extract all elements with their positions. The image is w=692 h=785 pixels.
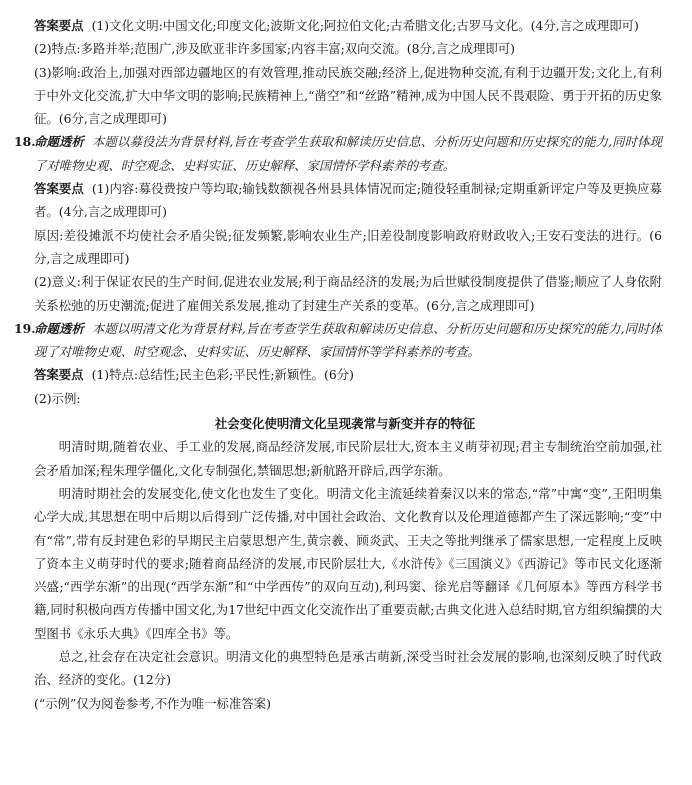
q19-intro <box>34 317 662 364</box>
q18-intro <box>34 130 662 177</box>
q17-answer-part1-text: (1)文化文明:中国文化;印度文化;波斯文化;阿拉伯文化;古希腊文化;古罗马文化。(4分,言之成理即可) <box>91 18 639 33</box>
essay-title: 社会变化使明清文化呈现袭常与新变并存的特征 <box>214 416 476 432</box>
question-19-number: 19. <box>14 320 36 336</box>
question-19 <box>14 317 662 410</box>
essay-paragraph-3: 总之,社会存在决定社会意识。明清文化的典型特色是承古萌新,深受当时社会发展的影响,也深刻反映了时代政治、经济的变化。(12分) <box>34 649 662 688</box>
answer-points-label: 答案要点 <box>34 18 84 33</box>
example-note: (“示例”仅为阅卷参考,不作为唯一标准答案) <box>34 695 271 711</box>
q18-answer-part2: (2)意义:利于保证农民的生产时间,促进农业发展;利于商品经济的发展;为后世赋役制度提供了借鉴;顺应了人身依附关系松弛的历史潮流;促进了雇佣关系发展,推动了封建生产关系的变革。(6分,言之成理即可) <box>34 274 662 313</box>
q18-intro-text: 本题以募役法为背景材料,旨在考查学生获取和解读历史信息、分析历史问题和历史探究的能力,同时体现了对唯物史观、时空观念、史料实证、历史解释、家国情怀学科素养的考查。 <box>34 134 662 173</box>
q18-answer-part1 <box>34 177 662 224</box>
q18-answer-part1-text: (1)内容:募役费按户等均取;输钱数额视各州县具体情况而定;随役轻重制禄;定期重新评定户等及更换应募者。(4分,言之成理即可) <box>34 181 663 220</box>
q17-answer-part1 <box>28 14 662 37</box>
intro-label: 命题透析 <box>34 134 84 150</box>
essay-paragraph-2: 明清时期社会的发展变化,使文化也发生了变化。明清文化主流延续着秦汉以来的常态,“常”中寓“变”,王阳明集心学大成,其思想在明中后期以后得到广泛传播,对中国社会政治、文化教育以及伦理道德都产生了深远影响;“变”中有“常”,带有反封建色彩的早期民主启蒙思想产生,黄宗羲、顾炎武、王夫之等批判继承了儒家思想,一定程度上反映了资本主义萌芽时代的要求;随着商品经济的发展,市民阶层壮大,《水浒传》《三国演义》《西游记》等市民文化逐渐兴盛;“西学东渐”的出现(“西学东渐”和“中学西传”的双向互动),利玛窦、徐光启等翻译《几何原本》等西方科学书籍,同时积极向西方传播中国文化,为17世纪中西文化交流作出了重要贡献;古典文化进入总结时期,官方组织编撰的大型图书《永乐大典》《四库全书》等。 <box>34 485 662 641</box>
question-18-number: 18. <box>14 134 36 150</box>
q17-answer-part2: (2)特点:多路并举;范围广,涉及欧亚非许多国家;内容丰富;双向交流。(8分,言之成理即可) <box>34 41 515 57</box>
q19-answer-part2: (2)示例: <box>34 390 81 406</box>
question-18 <box>14 130 663 316</box>
q19-intro-text: 本题以明清文化为背景材料,旨在考查学生获取和解读历史信息、分析历史问题和历史探究的能力,同时体现了对唯物史观、时空观念、史料实证、历史解释、家国情怀等学科素养的考查。 <box>34 320 662 360</box>
q18-reason: 原因:差役摊派不均使社会矛盾尖锐;征发频繁,影响农业生产;旧差役制度影响政府财政收入;王安石变法的进行。(6分,言之成理即可) <box>34 227 662 266</box>
q19-answer-part1-text: (1)特点:总结性;民主色彩;平民性;新颖性。(6分) <box>91 367 355 383</box>
essay-paragraph-1: 明清时期,随着农业、手工业的发展,商品经济发展,市民阶层壮大,资本主义萌芽初现;君主专制统治空前加强,社会矛盾加深;程朱理学僵化,文化专制强化,禁锢思想;新航路开辟后,西学东渐。 <box>34 439 662 478</box>
answer-points-label: 答案要点 <box>34 367 84 383</box>
answer-points-label: 答案要点 <box>34 181 84 197</box>
q17-answer-part3: (3)影响:政治上,加强对西部边疆地区的有效管理,推动民族交融;经济上,促进物种交流,有利于边疆开发;文化上,有利于中外文化交流,扩大中华文明的影响;民族精神上,“凿空”和“丝路”精神,成为中国人民不畏艰险、勇于开拓的历史象征。(6分,言之成理即可) <box>34 64 662 127</box>
q19-answer-part1 <box>34 363 662 386</box>
intro-label: 命题透析 <box>34 320 84 336</box>
